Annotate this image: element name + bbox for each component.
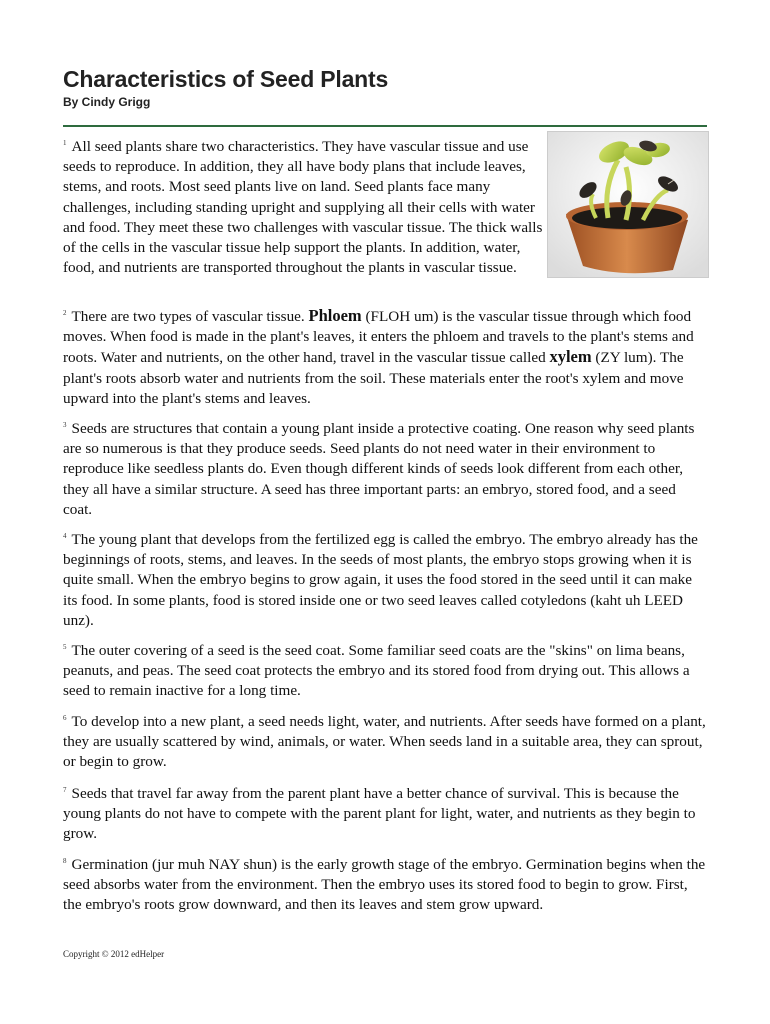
term-phloem: Phloem <box>308 306 362 325</box>
paragraph-2 <box>63 303 708 409</box>
author-byline: By Cindy Grigg <box>63 95 151 109</box>
paragraph-number: 6 <box>63 714 67 722</box>
paragraph-text: Germination (jur muh NAY shun) is the early growth stage of the embryo. Germination begins when the seed absorbs water from the environment. Then the embryo uses its stored food to begin to grow. First, the embryo's roots grow downward, and then its leaves and stem grow upward. <box>63 856 706 914</box>
term-xylem: xylem <box>549 347 592 367</box>
paragraph-text: The young plant that develops from the fertilized egg is called the embryo. The embryo already has the beginnings of roots, stems, and leaves. In the seeds of most plants, the embryo stops growing when it is quite small. When the embryo begins to grow again, it uses the food stored in the seed until it can make its food. In some plants, food is stored inside one or two seed leaves called cotyledons (kaht uh LEED unz). <box>63 531 698 629</box>
paragraph-4 <box>63 526 708 631</box>
paragraph-text: There are two types of vascular tissue. <box>71 308 309 325</box>
paragraph-5 <box>63 637 708 702</box>
paragraph-7 <box>63 780 708 845</box>
paragraph-6 <box>63 708 708 773</box>
copyright-footer: Copyright © 2012 edHelper <box>63 949 165 959</box>
paragraph-3 <box>63 415 708 520</box>
paragraph-number: 3 <box>63 421 67 429</box>
seedling-pot-illustration <box>548 132 708 277</box>
paragraph-1 <box>63 133 543 278</box>
paragraph-number: 5 <box>63 643 67 651</box>
paragraph-text: All seed plants share two characteristics. They have vascular tissue and use seeds to reproduce. In addition, they all have body plans that include leaves, stems, and roots. Most seed plants live on land. Seed plants face many challenges, including standing upright and supplying all their cells with water and food. They meet these two challenges with vascular tissue. The thick walls of the cells in the vascular tissue help support the plants. In addition, water, food, and nutrients are transported throughout the plants in vascular tissue. <box>63 138 543 277</box>
paragraph-text: The outer covering of a seed is the seed coat. Some familiar seed coats are the "skins" on lima beans, peanuts, and peas. The seed coat protects the embryo and its stored food from drying out. This allows a seed to remain inactive for a long time. <box>63 642 690 700</box>
paragraph-number: 2 <box>63 309 67 317</box>
paragraph-text: Seeds are structures that contain a young plant inside a protective coating. One reason why seed plants are so numerous is that they produce seeds. Seed plants do not need water in their environment to reproduce like seedless plants do. Even though different kinds of seeds look different from each other, they all have a similar structure. A seed has three important parts: an embryo, stored food, and a seed coat. <box>63 420 695 518</box>
paragraph-text: (ZY lum). The plant's roots absorb water and nutrients from the soil. These materials enter the root's xylem and move upward into the plant's stems and leaves. <box>63 349 684 407</box>
paragraph-number: 4 <box>63 532 67 540</box>
seedling-photo <box>547 131 709 278</box>
paragraph-8 <box>63 851 708 916</box>
paragraph-text: Seeds that travel far away from the parent plant have a better chance of survival. This is because the young plants do not have to compete with the parent plant for light, water, and nutrients as they begin to grow. <box>63 785 696 843</box>
page-title: Characteristics of Seed Plants <box>63 66 389 92</box>
title-divider <box>63 125 707 127</box>
paragraph-text: To develop into a new plant, a seed needs light, water, and nutrients. After seeds have formed on a plant, they are usually scattered by wind, animals, or water. When seeds land in a suitable area, they can sprout, or begin to grow. <box>63 713 706 771</box>
paragraph-number: 8 <box>63 857 67 865</box>
paragraph-number: 1 <box>63 139 67 147</box>
paragraph-text: (FLOH um) is the vascular tissue through which food moves. When food is made in the plant's leaves, it enters the phloem and travels to the plant's stems and roots. Water and nutrients, on the other hand, travel in the vascular tissue called <box>63 308 694 367</box>
paragraph-number: 7 <box>63 786 67 794</box>
